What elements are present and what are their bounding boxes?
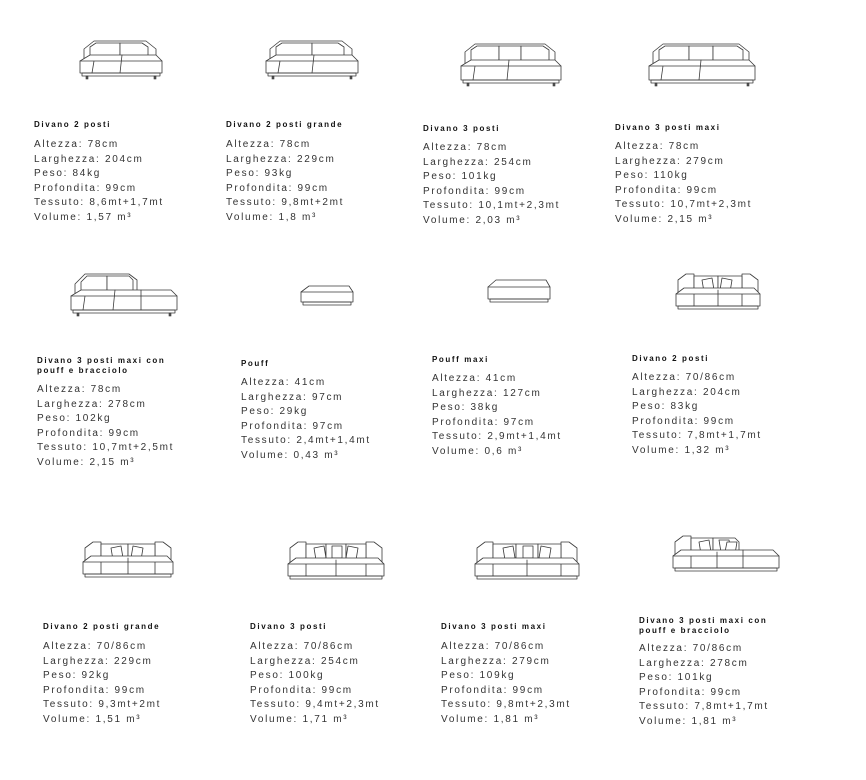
spec-profondita: Profondita: 99cm bbox=[250, 684, 353, 696]
spec-profondita: Profondita: 99cm bbox=[615, 184, 718, 196]
spec-peso: Peso: 110kg bbox=[615, 170, 689, 181]
spec-tessuto: Tessuto: 9,8mt+2,3mt bbox=[441, 699, 571, 710]
sofa-2-seat-icon bbox=[76, 35, 166, 81]
pouff-maxi-icon bbox=[484, 275, 554, 307]
product-title: Pouff maxi bbox=[432, 355, 489, 364]
spec-altezza: Altezza: 70/86cm bbox=[639, 643, 743, 654]
spec-altezza: Altezza: 41cm bbox=[241, 377, 326, 388]
product-specs bbox=[37, 383, 174, 470]
spec-profondita: Profondita: 99cm bbox=[43, 684, 146, 696]
spec-volume: Volume: 1,57 m³ bbox=[34, 211, 133, 223]
sofa-3-seat-maxi-icon bbox=[645, 38, 757, 88]
spec-tessuto: Tessuto: 7,8mt+1,7mt bbox=[632, 430, 762, 441]
product-specs bbox=[241, 376, 371, 463]
sofa-2-seat-large-icon bbox=[262, 35, 362, 81]
spec-tessuto: Tessuto: 2,9mt+1,4mt bbox=[432, 431, 562, 442]
spec-volume: Volume: 0,43 m³ bbox=[241, 449, 340, 461]
spec-larghezza: Larghezza: 97cm bbox=[241, 391, 344, 403]
spec-tessuto: Tessuto: 10,7mt+2,5mt bbox=[37, 442, 175, 453]
spec-tessuto: Tessuto: 9,3mt+2mt bbox=[43, 699, 162, 710]
product-specs bbox=[34, 138, 164, 225]
spec-tessuto: Tessuto: 8,6mt+1,7mt bbox=[34, 197, 164, 208]
product-specs bbox=[250, 640, 380, 727]
spec-peso: Peso: 93kg bbox=[226, 168, 294, 179]
spec-peso: Peso: 109kg bbox=[441, 670, 516, 681]
spec-volume: Volume: 1,81 m³ bbox=[441, 713, 540, 725]
spec-peso: Peso: 84kg bbox=[34, 168, 102, 179]
spec-peso: Peso: 29kg bbox=[241, 406, 309, 417]
spec-volume: Volume: 1,51 m³ bbox=[43, 713, 142, 725]
spec-altezza: Altezza: 70/86cm bbox=[250, 641, 354, 652]
spec-volume: Volume: 2,15 m³ bbox=[37, 456, 136, 468]
product-specs bbox=[632, 371, 762, 458]
spec-volume: Volume: 1,8 m³ bbox=[226, 211, 318, 223]
spec-larghezza: Larghezza: 254cm bbox=[250, 655, 360, 667]
spec-altezza: Altezza: 70/86cm bbox=[632, 372, 736, 383]
spec-tessuto: Tessuto: 9,4mt+2,3mt bbox=[250, 699, 380, 710]
spec-peso: Peso: 102kg bbox=[37, 413, 112, 424]
spec-profondita: Profondita: 99cm bbox=[423, 185, 526, 197]
spec-larghezza: Larghezza: 204cm bbox=[632, 386, 742, 398]
spec-larghezza: Larghezza: 254cm bbox=[423, 156, 533, 168]
spec-altezza: Altezza: 70/86cm bbox=[441, 641, 545, 652]
spec-profondita: Profondita: 99cm bbox=[441, 684, 544, 696]
spec-profondita: Profondita: 99cm bbox=[34, 182, 137, 194]
product-specs bbox=[226, 138, 344, 225]
spec-larghezza: Larghezza: 278cm bbox=[37, 398, 147, 410]
spec-larghezza: Larghezza: 204cm bbox=[34, 153, 144, 165]
spec-profondita: Profondita: 97cm bbox=[241, 420, 344, 432]
product-specs bbox=[43, 640, 161, 727]
spec-larghezza: Larghezza: 279cm bbox=[615, 155, 725, 167]
spec-tessuto: Tessuto: 7,8mt+1,7mt bbox=[639, 701, 769, 712]
spec-volume: Volume: 2,15 m³ bbox=[615, 213, 714, 225]
product-title: Pouff bbox=[241, 359, 270, 368]
spec-larghezza: Larghezza: 127cm bbox=[432, 387, 542, 399]
spec-volume: Volume: 1,71 m³ bbox=[250, 713, 349, 725]
spec-larghezza: Larghezza: 279cm bbox=[441, 655, 551, 667]
spec-tessuto: Tessuto: 10,7mt+2,3mt bbox=[615, 199, 753, 210]
spec-peso: Peso: 101kg bbox=[423, 171, 498, 182]
spec-altezza: Altezza: 78cm bbox=[37, 384, 122, 395]
spec-altezza: Altezza: 70/86cm bbox=[43, 641, 147, 652]
product-title: Divano 3 posti bbox=[423, 124, 501, 133]
spec-larghezza: Larghezza: 229cm bbox=[43, 655, 153, 667]
product-title: Divano 3 posti maxi con pouff e bracciolo bbox=[37, 356, 166, 375]
spec-peso: Peso: 101kg bbox=[639, 672, 714, 683]
spec-tessuto: Tessuto: 2,4mt+1,4mt bbox=[241, 435, 371, 446]
sofa-3-seat-icon bbox=[457, 38, 563, 88]
spec-larghezza: Larghezza: 229cm bbox=[226, 153, 336, 165]
product-title: Divano 2 posti bbox=[34, 120, 112, 129]
spec-peso: Peso: 83kg bbox=[632, 401, 700, 412]
spec-peso: Peso: 38kg bbox=[432, 402, 500, 413]
spec-profondita: Profondita: 99cm bbox=[226, 182, 329, 194]
product-title: Divano 3 posti maxi bbox=[615, 123, 721, 132]
spec-tessuto: Tessuto: 9,8mt+2mt bbox=[226, 197, 345, 208]
spec-altezza: Altezza: 78cm bbox=[423, 142, 508, 153]
product-specs bbox=[441, 640, 571, 727]
sofa-3-seat-maxi-pouff-icon bbox=[67, 268, 179, 320]
spec-peso: Peso: 100kg bbox=[250, 670, 325, 681]
sofa-3-seat-cushions-icon bbox=[284, 536, 388, 584]
spec-altezza: Altezza: 78cm bbox=[615, 141, 700, 152]
sofa-3-seat-maxi-cushions-icon bbox=[471, 536, 583, 584]
product-specs bbox=[423, 141, 560, 228]
spec-volume: Volume: 2,03 m³ bbox=[423, 214, 522, 226]
product-specs bbox=[432, 372, 562, 459]
spec-peso: Peso: 92kg bbox=[43, 670, 111, 681]
spec-altezza: Altezza: 78cm bbox=[34, 139, 119, 150]
product-specs bbox=[639, 642, 769, 729]
sofa-2-seat-cushions-icon bbox=[672, 268, 764, 316]
product-title: Divano 3 posti maxi con pouff e bracciolo bbox=[639, 616, 768, 635]
spec-tessuto: Tessuto: 10,1mt+2,3mt bbox=[423, 200, 561, 211]
product-title: Divano 2 posti grande bbox=[226, 120, 344, 129]
sofa-3-seat-maxi-pouff-cushions-icon bbox=[669, 528, 781, 578]
sofa-2-seat-large-cushions-icon bbox=[79, 536, 177, 582]
spec-profondita: Profondita: 99cm bbox=[632, 415, 735, 427]
product-title: Divano 3 posti bbox=[250, 622, 328, 631]
spec-volume: Volume: 1,81 m³ bbox=[639, 715, 738, 727]
product-specs bbox=[615, 140, 752, 227]
spec-volume: Volume: 0,6 m³ bbox=[432, 445, 524, 457]
pouff-icon bbox=[297, 280, 357, 310]
spec-altezza: Altezza: 78cm bbox=[226, 139, 311, 150]
product-title: Divano 2 posti bbox=[632, 354, 710, 363]
spec-profondita: Profondita: 97cm bbox=[432, 416, 535, 428]
spec-volume: Volume: 1,32 m³ bbox=[632, 444, 731, 456]
product-title: Divano 2 posti grande bbox=[43, 622, 161, 631]
spec-profondita: Profondita: 99cm bbox=[37, 427, 140, 439]
spec-profondita: Profondita: 99cm bbox=[639, 686, 742, 698]
spec-larghezza: Larghezza: 278cm bbox=[639, 657, 749, 669]
product-title: Divano 3 posti maxi bbox=[441, 622, 547, 631]
spec-altezza: Altezza: 41cm bbox=[432, 373, 517, 384]
